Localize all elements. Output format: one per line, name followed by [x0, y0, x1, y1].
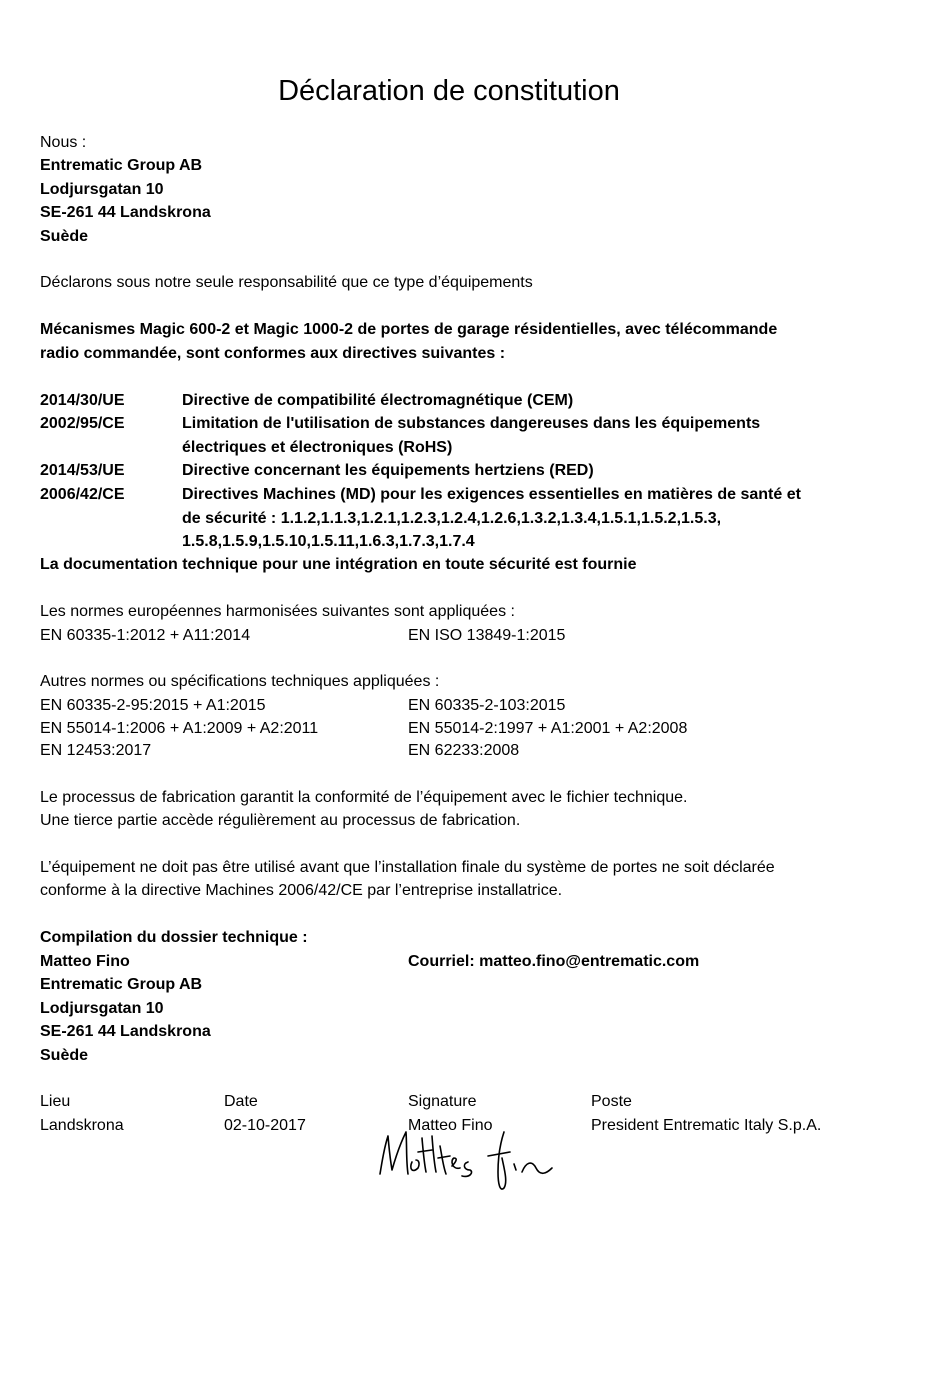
directive-text: Directive concernant les équipements hertziens (RED) [182, 462, 594, 479]
compiler-name: Matteo Fino [40, 953, 130, 970]
place-value: Landskrona [40, 1117, 124, 1134]
position-value: President Entrematic Italy S.p.A. [591, 1117, 822, 1134]
process-line-2: Une tierce partie accède régulièrement au processus de fabrication. [40, 812, 521, 829]
directive-code: 2006/42/CE [40, 486, 125, 503]
product-line-1: Mécanismes Magic 600-2 et Magic 1000-2 de portes de garage résidentielles, avec télécommande [40, 321, 778, 338]
date-header: Date [224, 1093, 258, 1110]
standard-right: EN 55014-2:1997 + A1:2001 + A2:2008 [408, 720, 688, 737]
intro-label: Nous : [40, 134, 87, 151]
standard-left: EN 60335-2-95:2015 + A1:2015 [40, 697, 266, 714]
directive-text: Directive de compatibilité électromagnétique (CEM) [182, 392, 574, 409]
directive-text: Limitation de l'utilisation de substances dangereuses dans les équipements électriques et électroniques (RoHS) [182, 415, 761, 456]
document-title: Déclaration de constitution [278, 75, 620, 107]
warning-line-1: L’équipement ne doit pas être utilisé avant que l’installation finale du système de portes ne soit déclarée [40, 859, 775, 876]
other-standards-heading: Autres normes ou spécifications techniques appliquées : [40, 673, 440, 690]
declaration-intro: Déclarons sous notre seule responsabilité que ce type d’équipements [40, 274, 533, 291]
standard-left: EN 55014-1:2006 + A1:2009 + A2:2011 [40, 720, 319, 737]
signature-name: Matteo Fino [408, 1117, 493, 1134]
directive-text: Directives Machines (MD) pour les exigences essentielles en matières de santé et de sécurité : 1.1.2,1.1.3,1.2.1,1.2.3,1.2.4,1.2.6,1.3.2,1.3.4,1.5.1,1.5.2,1.5.3, 1.5.8,1.5.9,1.5.10,1.5.11,1.6.3,1.7.3,1.7.4 [182, 486, 801, 550]
directive-code: 2002/95/CE [40, 415, 125, 432]
street: Lodjursgatan 10 [40, 181, 164, 198]
compilation-heading: Compilation du dossier technique : [40, 929, 308, 946]
city: SE-261 44 Landskrona [40, 204, 211, 221]
tech-doc-statement: La documentation technique pour une intégration en toute sécurité est fournie [40, 556, 637, 573]
directive-code: 2014/30/UE [40, 392, 125, 409]
compiler-email: Courriel: matteo.fino@entrematic.com [408, 953, 700, 970]
standard-right: EN 62233:2008 [408, 742, 520, 759]
signature-header: Signature [408, 1093, 477, 1110]
standard-left: EN 12453:2017 [40, 742, 152, 759]
compiler-street: Lodjursgatan 10 [40, 1000, 164, 1017]
product-line-2: radio commandée, sont conformes aux directives suivantes : [40, 345, 506, 362]
standard-right: EN ISO 13849-1:2015 [408, 627, 566, 644]
harmonised-heading: Les normes européennes harmonisées suivantes sont appliquées : [40, 603, 515, 620]
country: Suède [40, 228, 89, 245]
compiler-company: Entrematic Group AB [40, 976, 203, 993]
standard-right: EN 60335-2-103:2015 [408, 697, 566, 714]
directive-code: 2014/53/UE [40, 462, 125, 479]
process-line-1: Le processus de fabrication garantit la conformité de l’équipement avec le fichier technique. [40, 789, 688, 806]
compiler-city: SE-261 44 Landskrona [40, 1023, 211, 1040]
position-header: Poste [591, 1093, 632, 1110]
place-header: Lieu [40, 1093, 71, 1110]
compiler-country: Suède [40, 1047, 89, 1064]
warning-line-2: conforme à la directive Machines 2006/42/CE par l’entreprise installatrice. [40, 882, 563, 899]
company-name: Entrematic Group AB [40, 157, 203, 174]
standard-left: EN 60335-1:2012 + A11:2014 [40, 627, 251, 644]
handwritten-signature [376, 1118, 556, 1200]
date-value: 02-10-2017 [224, 1117, 306, 1134]
